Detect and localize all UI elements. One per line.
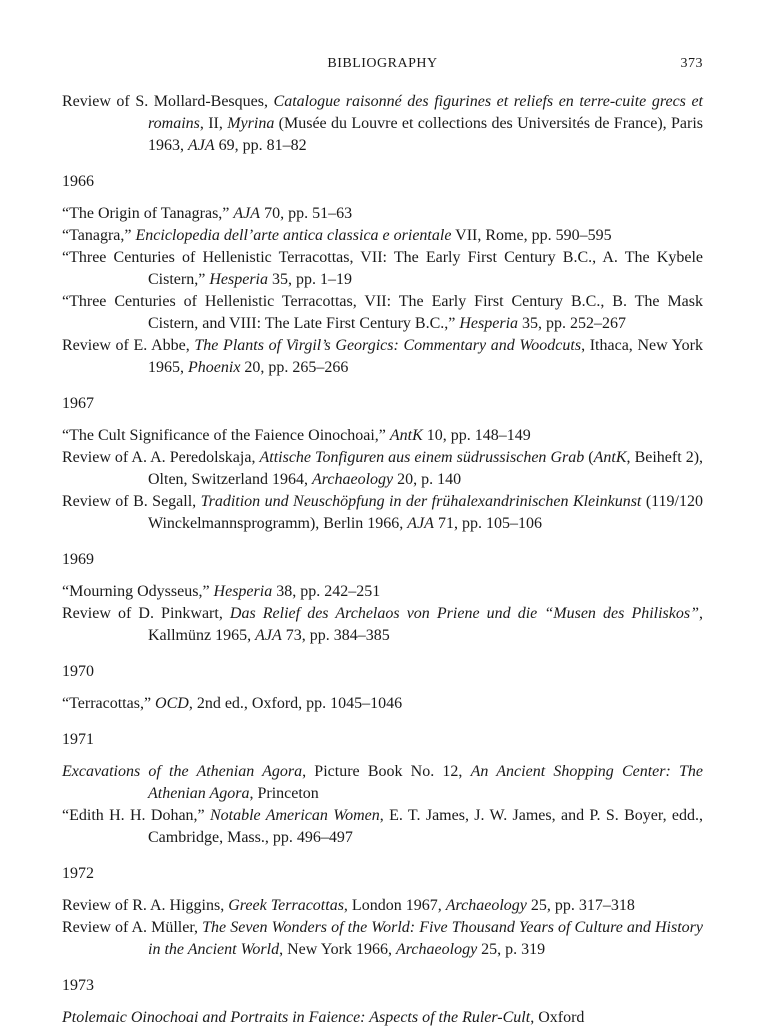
entry-text: 35, pp. 252–267 <box>518 315 627 332</box>
italic-title: AJA <box>407 515 434 532</box>
italic-title: AJA <box>255 627 282 644</box>
entry-text: , E. T. James, J. W. James, and P. S. Boyer, edd., Cambridge, Mass., pp. 496–497 <box>148 807 704 846</box>
italic-title: Hesperia <box>209 271 268 288</box>
italic-title: Hesperia <box>459 315 519 332</box>
entry-text: , II, <box>199 115 228 132</box>
entry-text: 10, pp. 148–149 <box>422 427 531 444</box>
bibliography-entry <box>62 917 703 961</box>
entry-text: , Picture Book No. 12, <box>302 763 471 780</box>
entry-text: “Terracottas,” <box>62 695 156 712</box>
italic-title: An Ancient Shopping Center: The Athenian Agora <box>148 763 704 802</box>
entry-text: , Oxford <box>530 1009 585 1026</box>
year-heading: 1972 <box>62 865 94 882</box>
entry-text: Review of B. Segall, <box>62 493 201 510</box>
italic-title: Enciclopedia dell’arte antica classica e orientale <box>135 227 452 244</box>
italic-title: AntK <box>389 427 423 444</box>
entry-text: 25, pp. 317–318 <box>526 897 635 914</box>
italic-title: Excavations of the Athenian Agora <box>62 763 303 780</box>
year-section <box>62 91 703 157</box>
italic-title: Archaeology <box>396 941 478 958</box>
entry-text: , Kallmünz 1965, <box>148 605 703 644</box>
entry-text: , London 1967, <box>343 897 446 914</box>
entry-text: 73, pp. 384–385 <box>281 627 390 644</box>
entry-text: “Tanagra,” <box>62 227 136 244</box>
entry-text: , New York 1966, <box>279 941 397 958</box>
italic-title: AntK <box>593 449 627 466</box>
entry-text: 35, pp. 1–19 <box>267 271 352 288</box>
entry-text: 25, p. 319 <box>477 941 546 958</box>
italic-title: Greek Terracottas <box>228 897 344 914</box>
italic-title: OCD <box>155 695 189 712</box>
year-section <box>62 975 703 1029</box>
entry-text: Review of A. A. Peredolskaja, <box>62 449 260 466</box>
entry-text: “Three Centuries of Hellenistic Terracottas, VII: The Early First Century B.C., B. The Mask Cistern, and VIII: The Late First Century B.C.,” <box>62 293 703 332</box>
bibliography-entry <box>62 91 703 157</box>
year-heading: 1970 <box>62 663 94 680</box>
italic-title: Archaeology <box>445 897 527 914</box>
year-section <box>62 549 703 647</box>
entry-text: “Mourning Odysseus,” <box>62 583 214 600</box>
italic-title: Catalogue raisonné des figurines et reliefs en terre-cuite grecs et romains <box>148 93 703 132</box>
entry-text: , Princeton <box>249 785 319 802</box>
year-heading: 1973 <box>62 977 94 994</box>
italic-title: Das Relief des Archelaos von Priene und die “Musen des Philiskos” <box>229 605 699 622</box>
year-section <box>62 393 703 535</box>
year-section <box>62 729 703 849</box>
bibliography-entry <box>62 1007 703 1029</box>
bibliography-entry <box>62 581 703 603</box>
bibliography-entry <box>62 895 703 917</box>
year-heading: 1971 <box>62 731 94 748</box>
bibliography-list <box>62 91 703 1029</box>
year-heading: 1969 <box>62 551 94 568</box>
year-heading: 1966 <box>62 173 94 190</box>
italic-title: Notable American Women <box>209 807 380 824</box>
entry-text: Review of S. Mollard-Besques, <box>62 93 274 110</box>
bibliography-entry <box>62 447 703 491</box>
running-title: BIBLIOGRAPHY <box>327 56 438 71</box>
italic-title: Archaeology <box>311 471 394 488</box>
entry-text: “The Cult Significance of the Faience Oinochoai,” <box>62 427 390 444</box>
entry-text: (119/120 Winckelmannsprogramm), Berlin 1966, <box>148 493 704 532</box>
running-header <box>62 56 703 76</box>
entry-text: , Beiheft 2), Olten, Switzerland 1964, <box>148 449 704 488</box>
bibliography-entry <box>62 693 703 715</box>
italic-title: The Plants of Virgil’s Georgics: Commentary and Woodcuts <box>194 337 582 354</box>
entry-text: ( <box>584 449 594 466</box>
entry-text: (Musée du Louvre et collections des Universités de France), Paris 1963, <box>148 115 704 154</box>
bibliography-entry <box>62 203 703 225</box>
entry-text: “Three Centuries of Hellenistic Terracottas, VII: The Early First Century B.C., A. The Kybele Cistern,” <box>62 249 703 288</box>
bibliography-entry <box>62 335 703 379</box>
entry-text: 20, p. 140 <box>393 471 462 488</box>
bibliography-entry <box>62 225 703 247</box>
bibliography-entry <box>62 491 703 535</box>
entry-text: Review of E. Abbe, <box>62 337 195 354</box>
entry-text: , Ithaca, New York 1965, <box>148 337 704 376</box>
entry-text: 70, pp. 51–63 <box>260 205 353 222</box>
year-section <box>62 863 703 961</box>
bibliography-entry <box>62 247 703 291</box>
italic-title: Ptolemaic Oinochoai and Portraits in Faience: Aspects of the Ruler-Cult <box>62 1009 531 1026</box>
entry-text: , 2nd ed., Oxford, pp. 1045–1046 <box>188 695 403 712</box>
bibliography-entry <box>62 291 703 335</box>
italic-title: Myrina <box>227 115 275 132</box>
entry-text: Review of R. A. Higgins, <box>62 897 229 914</box>
year-section <box>62 171 703 379</box>
italic-title: Hesperia <box>213 583 273 600</box>
italic-title: The Seven Wonders of the World: Five Thousand Years of Culture and History in the Ancient World <box>148 919 703 958</box>
entry-text: Review of A. Müller, <box>62 919 203 936</box>
entry-text: 69, pp. 81–82 <box>214 137 307 154</box>
year-heading: 1967 <box>62 395 94 412</box>
page-number: 373 <box>680 56 703 71</box>
entry-text: 38, pp. 242–251 <box>272 583 381 600</box>
entry-text: “The Origin of Tanagras,” <box>62 205 234 222</box>
bibliography-entry <box>62 761 703 805</box>
italic-title: Attische Tonfiguren aus einem südrussischen Grab <box>259 449 585 466</box>
entry-text: “Edith H. H. Dohan,” <box>62 807 210 824</box>
italic-title: AJA <box>233 205 261 222</box>
bibliography-entry <box>62 805 703 849</box>
entry-text: VII, Rome, pp. 590–595 <box>451 227 612 244</box>
italic-title: AJA <box>188 137 215 154</box>
entry-text: 20, pp. 265–266 <box>240 359 349 376</box>
bibliography-entry <box>62 603 703 647</box>
italic-title: Tradition und Neuschöpfung in der frühalexandrinischen Kleinkunst <box>200 493 642 510</box>
italic-title: Phoenix <box>188 359 241 376</box>
entry-text: Review of D. Pinkwart, <box>62 605 230 622</box>
year-section <box>62 661 703 715</box>
entry-text: 71, pp. 105–106 <box>433 515 542 532</box>
bibliography-entry <box>62 425 703 447</box>
